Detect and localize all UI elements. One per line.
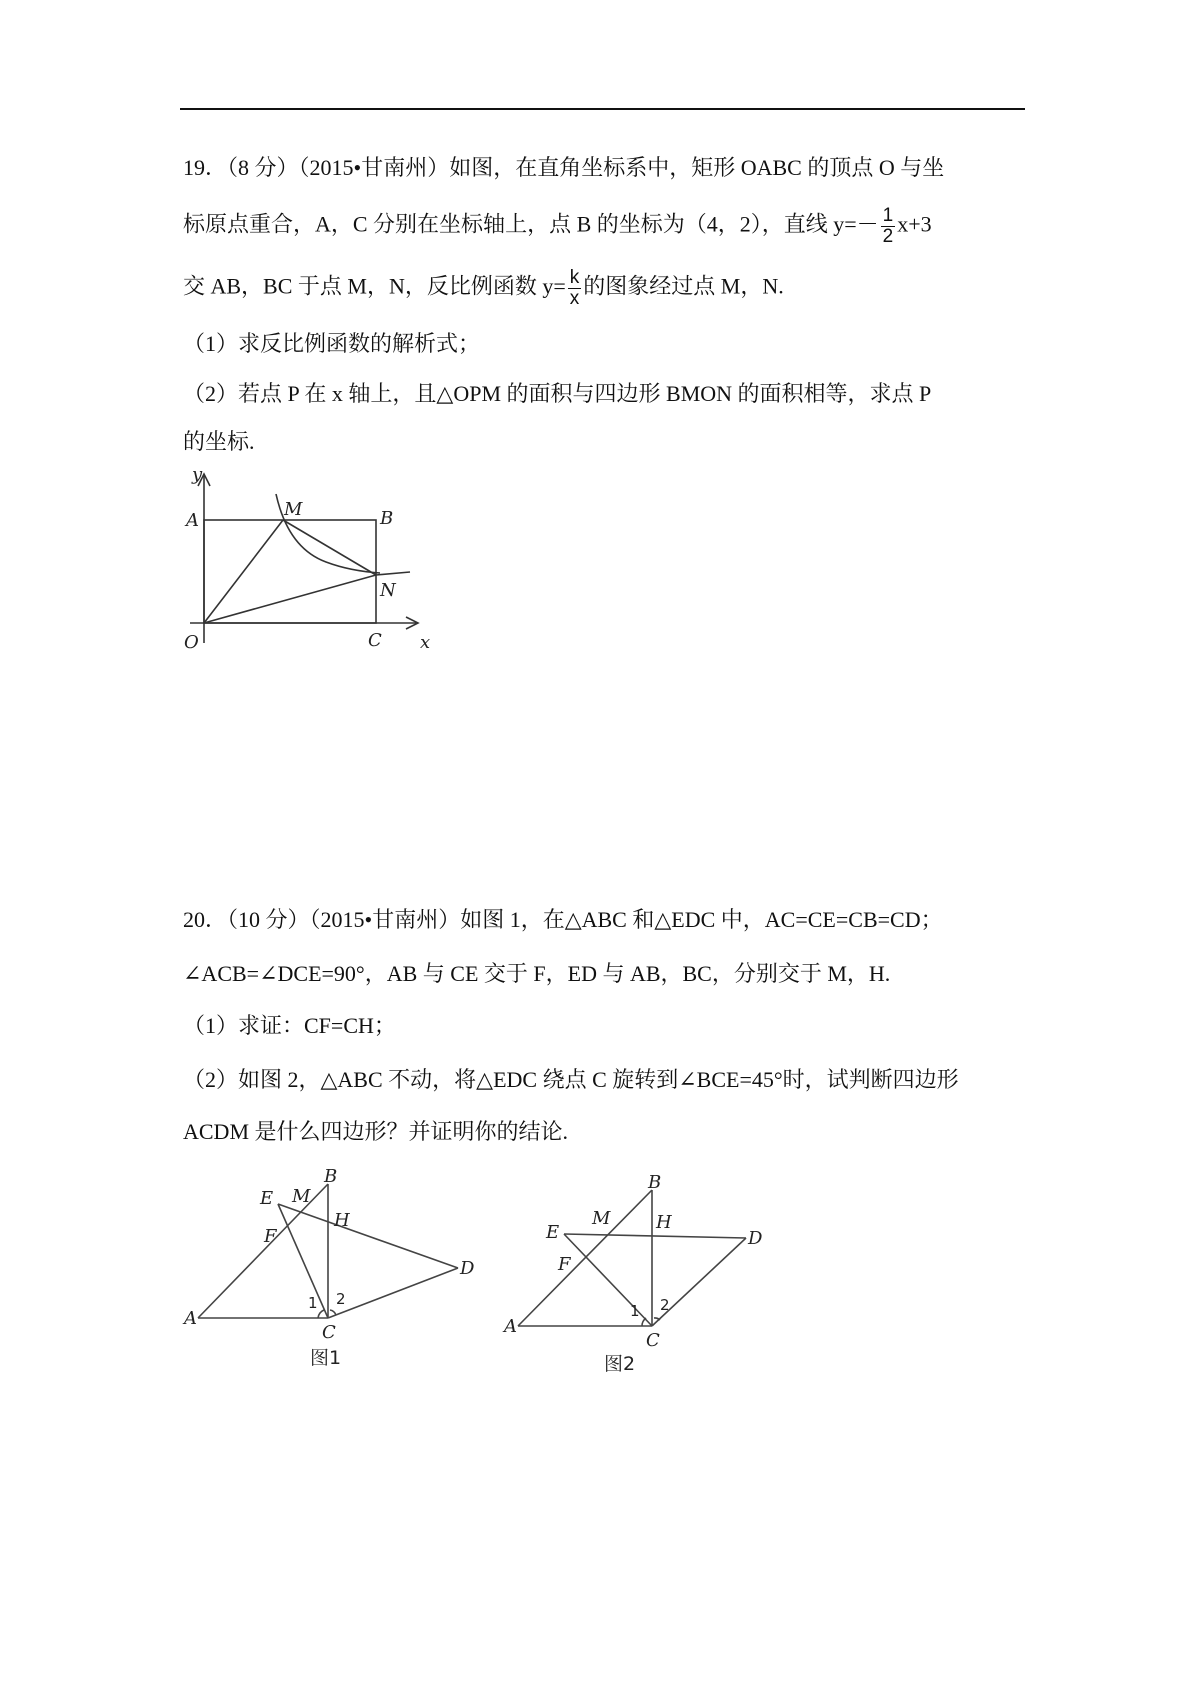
q20-line2: ∠ACB=∠DCE=90°，AB 与 CE 交于 F，ED 与 AB，BC，分别交于 M，H.	[183, 961, 891, 986]
segment-ed	[278, 1204, 458, 1268]
q20-part2-line1: （2）如图 2，△ABC 不动，将△EDC 绕点 C 旋转到∠BCE=45°时，试判断四边形	[183, 1067, 959, 1092]
label-angle-1: 1	[308, 1294, 318, 1312]
fraction-numerator: 1	[882, 205, 894, 226]
label-a: A	[184, 1308, 197, 1329]
label-b: B	[648, 1172, 662, 1193]
segment-mn	[283, 520, 376, 575]
label-b: B	[324, 1166, 338, 1187]
segment-om	[204, 520, 283, 623]
label-angle-2: 2	[336, 1290, 346, 1308]
segment-cd	[328, 1268, 458, 1318]
label-x: x	[420, 632, 431, 653]
segment-on	[204, 575, 376, 623]
label-y: y	[192, 464, 203, 485]
label-f: F	[264, 1226, 277, 1247]
q20-figure-2	[500, 1158, 800, 1378]
q19-line3	[183, 268, 784, 309]
label-m: M	[284, 499, 303, 520]
caption-figure-2: 图2	[604, 1353, 636, 1375]
label-angle-1: 1	[630, 1302, 640, 1320]
q20-line1: 20．（10 分）（2015•甘南州）如图 1，在△ABC 和△EDC 中，AC=CE=CB=CD；	[183, 907, 943, 932]
label-n: N	[380, 580, 396, 601]
q19-line1: 19．（8 分）（2015•甘南州）如图，在直角坐标系中，矩形 OABC 的顶点 O 与坐	[183, 155, 945, 180]
fraction-numerator: k	[569, 267, 580, 288]
fraction-k-over-x	[568, 268, 582, 309]
q20-part1: （1）求证：CF=CH；	[183, 1013, 396, 1038]
q19-line3-pre: 交 AB，BC 于点 M，N，反比例函数 y=	[183, 273, 566, 299]
rectangle-oabc	[204, 520, 376, 623]
q19-coordinate-figure	[180, 458, 440, 658]
label-a: A	[504, 1316, 517, 1337]
label-e: E	[260, 1188, 274, 1209]
angle-1-arc	[318, 1310, 324, 1318]
label-d: D	[748, 1228, 763, 1249]
header-rule	[180, 108, 1025, 110]
caption-figure-1: 图1	[310, 1347, 342, 1369]
label-d: D	[460, 1258, 475, 1279]
fraction-denominator: x	[569, 288, 580, 309]
angle-2-arc	[330, 1310, 336, 1315]
label-angle-2: 2	[660, 1296, 670, 1314]
label-a: A	[186, 510, 199, 531]
q19-line2-pre: 标原点重合，A，C 分别在坐标轴上，点 B 的坐标为（4，2），直线 y=－	[183, 211, 879, 237]
label-h: H	[334, 1210, 350, 1231]
label-m: M	[292, 1186, 311, 1207]
line-extension	[376, 572, 410, 575]
segment-ed	[564, 1234, 746, 1238]
q19-line3-post: 的图象经过点 M，N.	[583, 273, 784, 299]
q19-line2-post: x+3	[897, 211, 932, 237]
q20-part2-line2: ACDM 是什么四边形？并证明你的结论.	[183, 1119, 569, 1144]
q20-figure-1	[180, 1158, 480, 1378]
label-f: F	[558, 1254, 571, 1275]
q19-line2	[183, 206, 932, 247]
q19-part2-line1: （2）若点 P 在 x 轴上，且△OPM 的面积与四边形 BMON 的面积相等，求点 P	[183, 381, 932, 406]
label-b: B	[380, 508, 394, 529]
label-c: C	[646, 1330, 660, 1351]
angle-1-arc	[642, 1318, 646, 1326]
fraction-one-half	[881, 206, 896, 247]
label-o: O	[184, 632, 199, 653]
q19-part2-line2: 的坐标.	[183, 429, 255, 454]
label-h: H	[656, 1212, 672, 1233]
fraction-denominator: 2	[882, 226, 894, 247]
label-m: M	[592, 1208, 611, 1229]
q19-part1: （1）求反比例函数的解析式；	[183, 331, 481, 356]
label-e: E	[546, 1222, 560, 1243]
label-c: C	[322, 1322, 336, 1343]
segment-ec	[278, 1204, 328, 1318]
label-c: C	[368, 630, 382, 651]
